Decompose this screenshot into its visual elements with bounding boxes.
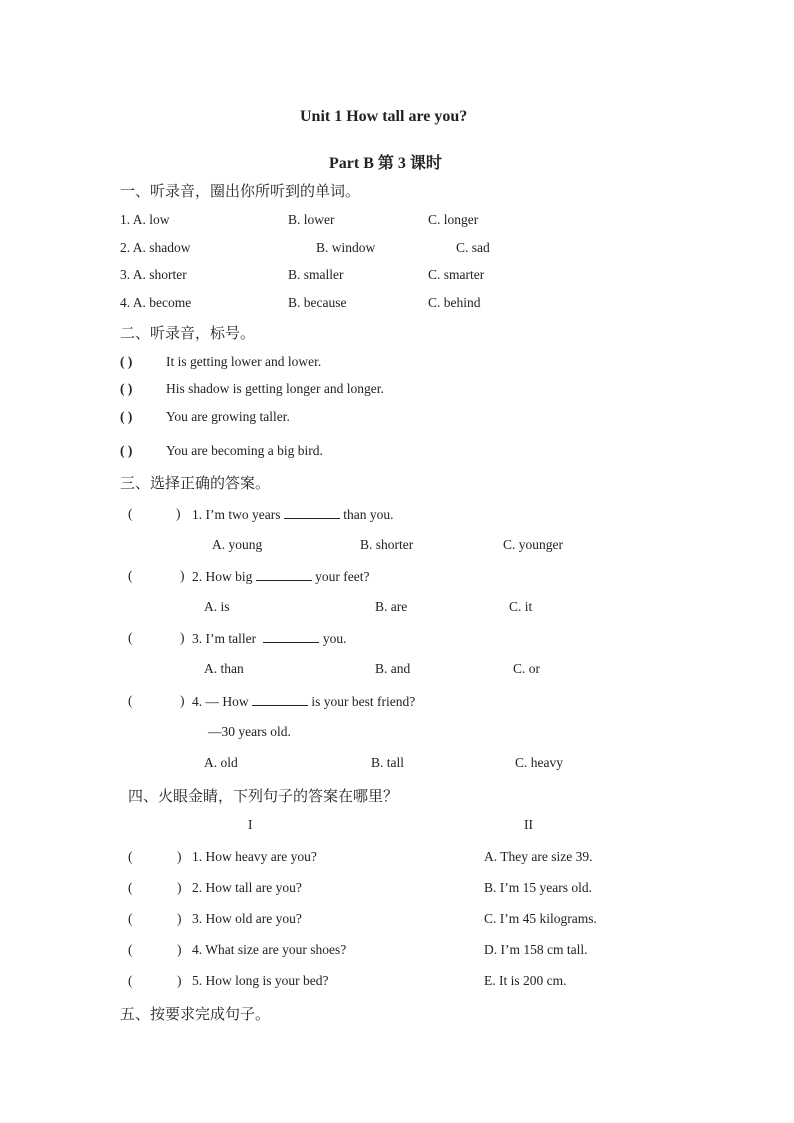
s4-column-i-header: I <box>248 817 253 832</box>
s3-q4-option-c: C. heavy <box>515 755 563 770</box>
s3-q2-post: your feet? <box>315 569 370 584</box>
s4-row-2-question: 2. How tall are you? <box>192 880 302 895</box>
s4-row-1-question: 1. How heavy are you? <box>192 849 317 864</box>
s3-q3-paren-close: ) <box>180 630 185 645</box>
s3-q4-post: is your best friend? <box>311 694 416 709</box>
s4-row-1-answer-slot[interactable] <box>140 847 174 865</box>
s4-row-5-answer: E. It is 200 cm. <box>484 973 567 988</box>
s3-q1-blank[interactable] <box>284 506 340 519</box>
s3-q2-paren-close: ) <box>180 568 185 583</box>
s3-q3-answer-slot[interactable] <box>140 628 174 646</box>
s3-q4-pre: 4. — How <box>192 694 249 709</box>
s1-row-3-a: 3. A. shorter <box>120 267 187 282</box>
s3-q4-line <box>192 693 415 710</box>
s2-item-2: His shadow is getting longer and longer. <box>166 381 384 396</box>
s3-q4-paren-close: ) <box>180 693 185 708</box>
s1-row-1-b: B. lower <box>288 212 335 227</box>
s2-paren-2[interactable]: ( ) <box>120 381 133 396</box>
s3-q2-pre: 2. How big <box>192 569 253 584</box>
s4-row-4-paren-open: ( <box>128 942 133 957</box>
page-title: Unit 1 How tall are you? <box>300 108 468 125</box>
s2-paren-3[interactable]: ( ) <box>120 409 133 424</box>
s4-row-3-question: 3. How old are you? <box>192 911 302 926</box>
s3-q1-answer-slot[interactable] <box>140 504 174 522</box>
s3-q3-option-c: C. or <box>513 661 540 676</box>
s3-q1-option-a: A. young <box>212 537 263 552</box>
s1-row-1-a: 1. A. low <box>120 212 170 227</box>
s3-q1-pre: 1. I’m two years <box>192 507 281 522</box>
s3-q4-option-b: B. tall <box>371 755 404 770</box>
s1-row-2-a: 2. A. shadow <box>120 240 191 255</box>
s4-row-5-question: 5. How long is your bed? <box>192 973 329 988</box>
s4-row-1-answer: A. They are size 39. <box>484 849 593 864</box>
s1-row-4-a: 4. A. become <box>120 295 192 310</box>
s4-row-5-answer-slot[interactable] <box>140 971 174 989</box>
page-subtitle: Part B 第 3 课时 <box>329 155 442 172</box>
s4-row-2-answer: B. I’m 15 years old. <box>484 880 592 895</box>
s2-item-4: You are becoming a big bird. <box>166 443 323 458</box>
s4-row-3-paren-close: ) <box>177 911 182 926</box>
s3-q2-option-a: A. is <box>204 599 230 614</box>
s3-q1-option-c: C. younger <box>503 537 563 552</box>
s4-row-4-paren-close: ) <box>177 942 182 957</box>
s4-row-3-paren-open: ( <box>128 911 133 926</box>
s3-q2-option-c: C. it <box>509 599 533 614</box>
s4-row-4-answer: D. I’m 158 cm tall. <box>484 942 588 957</box>
s3-q1-line <box>192 506 393 523</box>
s3-q1-paren-open: ( <box>128 506 133 521</box>
s4-row-4-answer-slot[interactable] <box>140 940 174 958</box>
s3-q2-paren-open: ( <box>128 568 133 583</box>
s1-row-3-b: B. smaller <box>288 267 344 282</box>
s3-q2-blank[interactable] <box>256 568 312 581</box>
s3-q4-paren-open: ( <box>128 693 133 708</box>
s1-row-1-c: C. longer <box>428 212 479 227</box>
s3-q4-answer-line: —30 years old. <box>208 724 291 739</box>
section-4-heading: 四、火眼金睛，下列句子的答案在哪里？ <box>128 787 399 805</box>
s3-q3-option-b: B. and <box>375 661 411 676</box>
s3-q4-answer-slot[interactable] <box>140 691 174 709</box>
section-2-heading: 二、听录音，标号。 <box>120 324 256 342</box>
s3-q3-pre: 3. I’m taller <box>192 631 257 646</box>
s4-column-ii-header: II <box>524 817 533 832</box>
s4-row-2-paren-close: ) <box>177 880 182 895</box>
s2-item-3: You are growing taller. <box>166 409 290 424</box>
s4-row-3-answer-slot[interactable] <box>140 909 174 927</box>
s1-row-4-c: C. behind <box>428 295 481 310</box>
s3-q1-post: than you. <box>343 507 394 522</box>
s3-q2-option-b: B. are <box>375 599 408 614</box>
s2-paren-4[interactable]: ( ) <box>120 443 133 458</box>
s4-row-1-paren-close: ) <box>177 849 182 864</box>
s3-q3-line <box>192 630 346 647</box>
s2-item-1: It is getting lower and lower. <box>166 354 322 369</box>
s1-row-4-b: B. because <box>288 295 347 310</box>
s1-row-2-c: C. sad <box>456 240 490 255</box>
s2-paren-1[interactable]: ( ) <box>120 354 133 369</box>
s3-q3-blank[interactable] <box>263 630 319 643</box>
s3-q1-option-b: B. shorter <box>360 537 414 552</box>
s3-q2-answer-slot[interactable] <box>140 566 174 584</box>
s3-q4-blank[interactable] <box>252 693 308 706</box>
section-1-heading: 一、听录音，圈出你所听到的单词。 <box>120 182 361 200</box>
s3-q3-option-a: A. than <box>204 661 244 676</box>
s4-row-4-question: 4. What size are your shoes? <box>192 942 347 957</box>
s3-q3-paren-open: ( <box>128 630 133 645</box>
s4-row-3-answer: C. I’m 45 kilograms. <box>484 911 597 926</box>
s3-q3-post: you. <box>322 631 347 646</box>
section-5-heading: 五、按要求完成句子。 <box>120 1005 271 1023</box>
s1-row-2-b: B. window <box>316 240 376 255</box>
s3-q2-line <box>192 568 369 585</box>
s4-row-5-paren-open: ( <box>128 973 133 988</box>
s3-q1-paren-close: ) <box>176 506 181 521</box>
s1-row-3-c: C. smarter <box>428 267 485 282</box>
s4-row-2-answer-slot[interactable] <box>140 878 174 896</box>
s4-row-5-paren-close: ) <box>177 973 182 988</box>
s4-row-2-paren-open: ( <box>128 880 133 895</box>
s4-row-1-paren-open: ( <box>128 849 133 864</box>
s3-q4-option-a: A. old <box>204 755 238 770</box>
section-3-heading: 三、选择正确的答案。 <box>120 474 271 492</box>
